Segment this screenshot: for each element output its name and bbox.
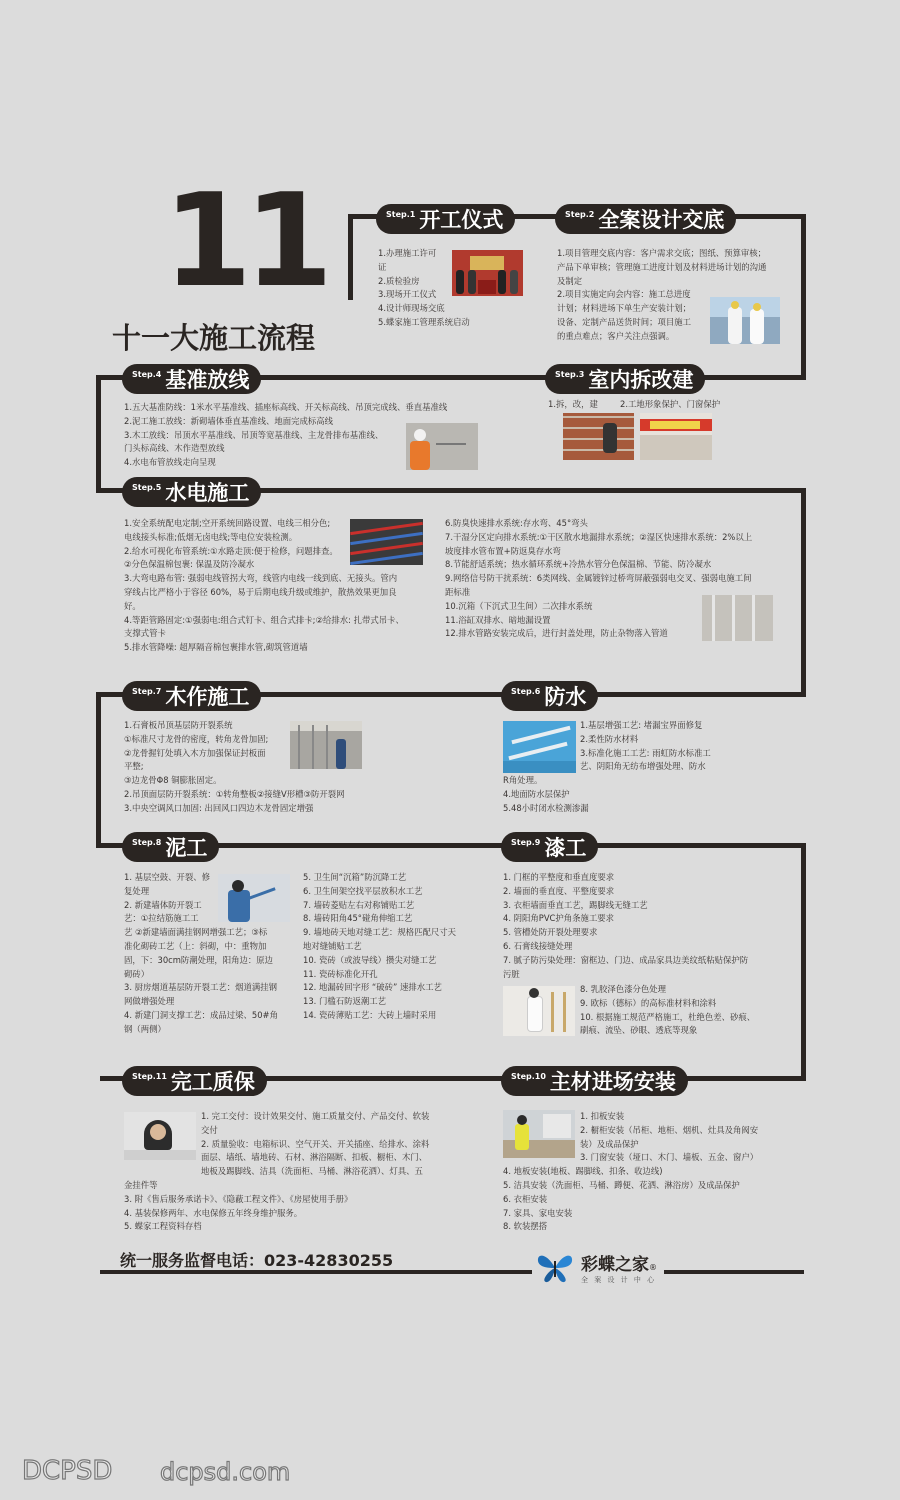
step-1-badge [376,204,515,234]
list-item: 5.48小时闭水检测渗漏 [503,802,589,813]
list-item: 9. 欧标（德标）的高标准材料和涂料 [580,997,717,1008]
step-5-label: Step.5 [132,482,162,492]
list-item: 2.给水可视化布管系统:①水路走顶:便于检修，问题排查。 [124,545,338,556]
list-item: 准化砌砖工艺（上：斜砌，中：重物加 [124,940,267,951]
list-item: 8. 乳胶泽色漆分色处理 [580,984,667,994]
list-item: 6. 卫生间架空找平层放积水工艺 [303,885,423,896]
list-item: 9. 墙地砖天地对缝工艺：规格匹配尺寸天 [303,927,457,938]
step-9-text-bottom [580,983,755,1038]
painter-photo [503,986,575,1036]
ceiling-photo [290,721,362,769]
protection-photo [640,413,712,460]
list-item: 3.现场开工仪式 [378,289,437,300]
list-item: 1. 基层空鼓、开裂、修 [124,872,211,882]
list-item: 4. 新建门洞支撑工艺：成品过梁、50#角 [124,1009,278,1020]
list-item: 产品下单审核；管理施工进度计划及材料进场计划的沟通 [557,261,767,272]
tiler-photo [218,874,290,922]
step-4-badge [122,364,261,394]
step-5-badge [122,477,261,507]
list-item: 1.项目管理交底内容：客户需求交底；图纸、预算审核； [557,248,766,258]
list-item: 4.地面防水层保护 [503,788,570,799]
list-item: 交付 [201,1124,218,1135]
list-item: 3. 门窗安装（垭口、木门、墙板、五金、窗户） [580,1152,759,1163]
floor-pipes-photo [702,595,773,641]
list-item: 4. 地板安装(地板、踢脚线、扣条、收边线) [503,1166,663,1177]
demolition-photo [563,413,634,460]
list-item: 1. 扣板安装 [580,1111,625,1121]
list-item: 钢（两侧） [124,1023,166,1034]
list-item: 复处理 [124,885,150,896]
list-item: 3.木工放线：吊顶水平基准线、吊顶等宽基准线、主龙骨排布基准线、 [124,429,384,440]
list-item: 艺、阴阳角无纺布增强处理、防水 [580,761,706,772]
list-item: 10. 根据施工规范严格施工，杜绝色差、砂痕、 [580,1011,756,1022]
ceremony-photo [452,250,523,296]
list-item: 1.安全系统配电定制;空开系统回路设置、电线三相分色; [124,518,331,528]
step-6-badge [501,681,598,711]
list-item: 地对缝铺贴工艺 [303,940,362,951]
list-item: 3.中央空调风口加固: 出回风口四边木龙骨固定增强 [124,802,314,813]
list-item: 6.防臭快速排水系统:存水弯、45°弯头 [445,518,588,528]
list-item: 平整; [124,761,144,772]
list-item: 8.节能舒适系统；热水循环系统+冷热水管分色保温棉、节能、防冷凝水 [445,559,712,570]
list-item: 1.基层增强工艺: 堵漏宝界面修复 [580,720,703,730]
step-3-text-1: 1.拆，改，建 [548,399,598,409]
step-4-title: 基准放线 [165,368,250,392]
worker-photo [406,423,478,470]
list-item: 1. 完工交付：设计效果交付、施工质量交付、产品交付、软装 [201,1111,430,1121]
step-11-text [124,1110,429,1234]
step-11-title: 完工质保 [170,1070,255,1094]
list-item: 及制定 [557,275,583,286]
registered-mark: ® [649,1263,657,1272]
step-10-label: Step.10 [511,1071,546,1081]
list-item: 5. 卫生间“沉箱”防沉降工艺 [303,872,407,882]
step-3-title: 室内拆改建 [588,368,694,392]
list-item: 9.网络信号防干扰系统：6类网线、金属镀锌过桥弯屏蔽强弱电交叉、强弱电施工间 [445,573,752,584]
step-4-text [124,401,447,470]
step-3-text-2: 2.工地形象保护、门窗保护 [620,399,721,409]
watermark-left: DCPSD [22,1456,113,1486]
list-item: 固，下：30cm防潮处理，阳角边：原边 [124,954,274,965]
step-7-badge [122,681,261,711]
step-11-badge [122,1066,267,1096]
step-9-label: Step.9 [511,837,541,847]
list-item: 支撑式管卡 [124,628,166,639]
list-item: 5. 洁具安装（洗面柜、马桶、蹲便、花洒、淋浴房）及成品保护 [503,1179,740,1190]
step-4-label: Step.4 [132,369,162,379]
list-item: 2. 墙面的垂直度、平整度要求 [503,885,615,896]
list-item: 3. 厨房烟道基层防开裂工艺：烟道满挂钢 [124,982,278,993]
list-item: 11.浴缸双排水、暗地漏设置 [445,614,551,625]
step-9-title: 漆工 [544,836,587,860]
list-item: 6. 石膏线接缝处理 [503,940,573,951]
list-item: ①标准尺寸龙骨的密度，转角龙骨加固; [124,733,269,744]
step-7-label: Step.7 [132,686,162,696]
list-item: 2.项目实施定向会内容：施工总进度 [557,289,691,300]
step-2-badge [555,204,736,234]
list-item: 刷痕、流坠、砂眼、透底等现象 [580,1025,698,1036]
waterproof-photo [503,721,576,773]
list-item: 证 [378,261,387,272]
list-item: 穿线占比严格小于容径 60%，易于后期电线升级或维护，散热效果更加良 [124,586,397,597]
list-item: 地板及踢脚线、洁具（洗面柜、马桶、淋浴花洒）、灯具、五 [201,1166,423,1177]
list-item: R角处理。 [503,775,543,785]
butterfly-icon [535,1251,575,1285]
brand-name: 彩蝶之家 [581,1255,649,1275]
list-item: 的重点难点；客户关注点强调。 [557,330,675,341]
step-6-title: 防水 [544,685,587,709]
list-item: 2. 橱柜安装（吊柜、地柜、烟机、灶具及角阀安 [580,1124,759,1135]
step-2-label: Step.2 [565,209,595,219]
step-6-label: Step.6 [511,686,541,696]
list-item: 6. 衣柜安装 [503,1193,548,1204]
list-item: 4.水电布管放线走向呈现 [124,457,216,468]
list-item: 5. 管槽处防开裂处理要求 [503,927,598,938]
step-10-badge [501,1066,688,1096]
list-item: 5. 蝶家工程资料存档 [124,1221,202,1232]
list-item: 4. 基装保修两年、水电保修五年终身维护服务。 [124,1207,303,1218]
list-item: 4.设计师现场交底 [378,303,445,314]
list-item: 7. 腻子防污染处理：窗框边、门边、成品家具边美纹纸粘贴保护防 [503,954,749,965]
list-item: 污脏 [503,968,520,979]
step-9-badge [501,832,598,862]
step-8-label: Step.8 [132,837,162,847]
step-10-title: 主材进场安装 [549,1070,676,1094]
watermark-right: dcpsd.com [160,1458,291,1486]
page-title: 十一大施工流程 [112,321,316,355]
list-item: 3.大弯电路布管: 强弱电线管拐大弯，线管内电线一线到底、无接头。管内 [124,573,398,584]
list-item: 砌砖） [124,968,150,979]
step-6-text-a [580,719,711,774]
list-item: 12.排水管路安装完成后，进行封盖处理，防止杂物落入管道 [445,628,668,639]
step-10-text [503,1110,758,1234]
list-item: 1.石膏板吊顶基层防开裂系统 [124,720,233,730]
step-7-title: 木作施工 [165,685,250,709]
step-3-label: Step.3 [555,369,585,379]
brand-logo [535,1250,657,1285]
list-item: 设备、定制产品送货时间；项目施工 [557,316,691,327]
step-8-title: 泥工 [165,836,208,860]
list-item: 7. 家具、家电安装 [503,1207,573,1218]
list-item: ②分色保温棉包裹: 保温及防冷凝水 [124,559,255,570]
list-item: 1.办理施工许可 [378,248,437,258]
step-9-text-top [503,871,748,981]
list-item: 11. 瓷砖标准化开孔 [303,968,378,979]
list-item: 3.标准化施工工艺: 雨虹防水标准工 [580,747,711,758]
list-item: 距标准 [445,586,471,597]
list-item: 艺：①拉结筋施工工 [124,913,199,924]
list-item: 好。 [124,600,141,611]
list-item: 5.排水管降噪: 超厚隔音棉包裹排水管,砌筑管道墙 [124,642,308,653]
list-item: 2.柔性防水材料 [580,733,639,744]
list-item: 电线接头标准;低烟无卤电线;等电位安装检测。 [124,531,298,542]
list-item: 艺 ②新建墙面满挂钢网增强工艺；③标 [124,927,268,938]
step-8-text-right [303,871,456,1023]
list-item: 面层、墙纸、墙地砖、石材、淋浴隔断、扣板、橱柜、木门、 [201,1152,428,1163]
list-item: 13. 门槛石防返潮工艺 [303,996,386,1007]
step-11-label: Step.11 [132,1071,167,1081]
list-item: 装）及成品保护 [580,1138,639,1149]
list-item: 10. 瓷砖（或波导线）攒尖对缝工艺 [303,954,437,965]
pipes-photo [350,519,423,565]
step-1-title: 开工仪式 [419,208,504,232]
list-item: 网做增强处理 [124,996,175,1007]
list-item: 12. 地漏砖回字形 “破砖” 速排水工艺 [303,982,442,993]
list-item: 2.质检验房 [378,275,420,286]
list-item: 14. 瓷砖薄贴工艺：大砖上墙时采用 [303,1009,437,1020]
list-item: 3. 衣柜墙面垂直工艺，踢脚线无缝工艺 [503,899,648,910]
step-3-badge [545,364,705,394]
list-item: 1.五大基准防线：1米水平基准线、插座标高线、开关标高线、吊顶完成线、垂直基准线 [124,402,448,412]
list-item: 4.等距管路固定:①强弱电:组合式钉卡、组合式排卡;②给排水: 扎带式吊卡、 [124,614,404,625]
list-item: 4. 阴阳角PVC护角条施工要求 [503,913,615,924]
list-item: ②龙骨握钉处填入木方加强保证封板面 [124,747,266,758]
list-item: ③边龙骨Φ8 铜膨胀固定。 [124,775,222,786]
designers-photo [710,297,780,344]
list-item: 10.沉箱（下沉式卫生间）二次排水系统 [445,600,593,611]
step-8-badge [122,832,219,862]
list-item: 8. 墙砖阳角45°碰角伸缩工艺 [303,913,413,924]
list-item: 1. 门框的平整度和垂直度要求 [503,872,615,882]
step-2-title: 全案设计交底 [598,208,725,232]
step-6-text-b [503,774,589,815]
step-1-label: Step.1 [386,209,416,219]
list-item: 2. 新建墙体防开裂工 [124,899,202,910]
list-item: 2. 质量验收：电箱标识、空气开关、开关插座、给排水、涂料 [201,1138,430,1149]
brand-subtitle: 全 案 设 计 中 心 [581,1276,657,1284]
list-item: 7. 墙砖菱贴左右对称铺贴工艺 [303,899,415,910]
list-item: 门头标高线、木作造型放线 [124,443,225,454]
list-item: 计划；材料进场下单生产安装计划； [557,303,691,314]
list-item: 坡度排水管布置+防返臭存水弯 [445,545,561,556]
list-item: 5.蝶家施工管理系统启动 [378,316,470,327]
list-item: 金挂件等 [124,1179,158,1190]
list-item: 7.干湿分区定向排水系统:①干区散水地漏排水系统；②湿区快速排水系统：2%以上 [445,531,753,542]
list-item: 3. 附《售后服务承诺卡》、《隐蔽工程文件》、《房屋使用手册》 [124,1193,353,1204]
hero-number: 11 [163,167,326,316]
service-phone: 统一服务监督电话：023-42830255 [120,1251,394,1270]
list-item: 2.泥工施工放线：新砌墙体垂直基准线、地面完成标高线 [124,415,333,426]
list-item: 2.吊顶面层防开裂系统：①转角整板②接缝V形槽③防开裂网 [124,788,345,799]
list-item: 8. 软装摆搭 [503,1221,548,1232]
step-5-title: 水电施工 [165,481,250,505]
